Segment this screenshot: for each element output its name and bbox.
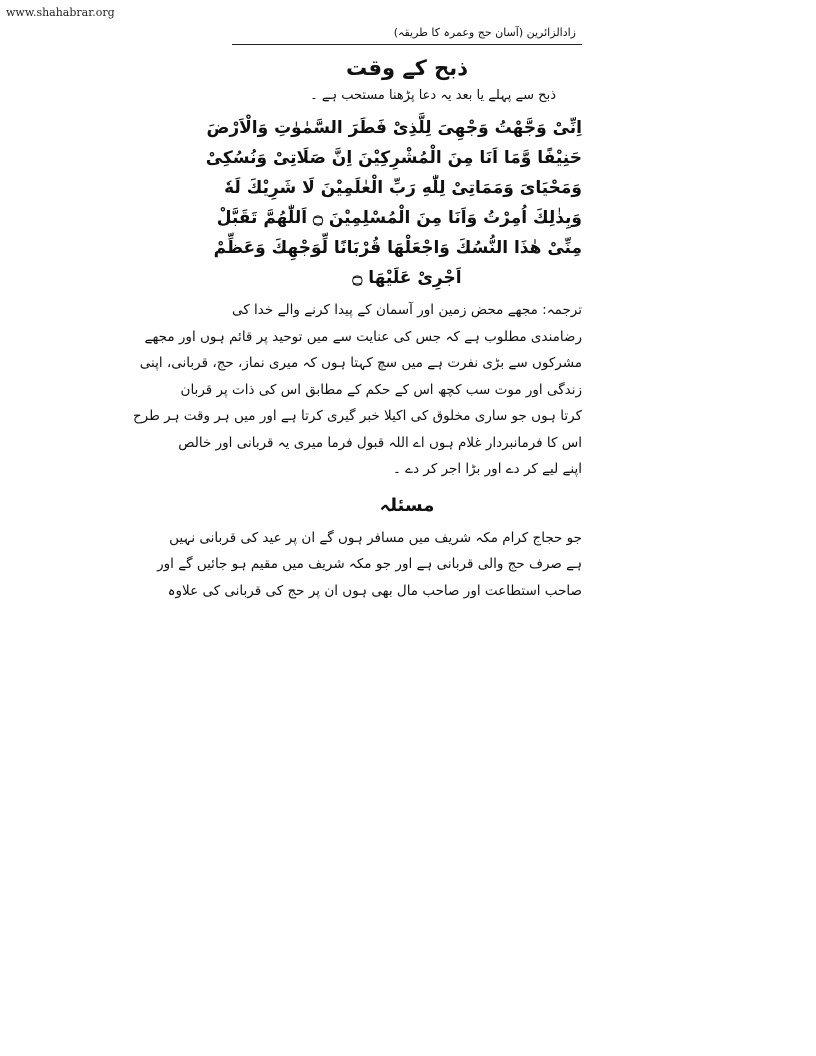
dua-line: اِنِّیْ وَجَّهْتُ وَجْهِیَ لِلَّذِیْ فَطَرَ السَّمٰوٰتِ وَالْاَرْضَ [206,118,582,138]
masala-line: صاحب استطاعت اور صاحب مال بھی ہوں ان پر حج کی قربانی کی علاوہ [167,582,582,599]
dua-line: حَنِیْفًا وَّمَا اَنَا مِنَ الْمُشْرِكِیْنَ اِنَّ صَلَاتِیْ وَنُسُكِیْ [205,148,582,168]
dua-line: اَجْرِیْ عَلَیْهَا ۝ [352,268,462,288]
translation-line: کرتا ہوں جو ساری مخلوق کی اکیلا خبر گیری کرتا ہے اور میں ہر وقت ہر طرح [132,408,582,424]
masala-heading: مسئلہ [379,494,435,516]
dua-line: وَمَحْیَایَ وَمَمَاتِیْ لِلّٰهِ رَبِّ الْعٰلَمِیْنَ لَا شَرِیْكَ لَهٗ [224,178,582,198]
translation-line: مشرکوں سے بڑی نفرت ہے میں سچ کہتا ہوں کہ میری نماز، حج، قربانی، اپنی [139,355,582,371]
translation-line: اس کا فرمانبردار غلام ہوں اے اللہ قبول فرما میری یہ قربانی اور خالص [178,434,582,451]
site-url: www.shahabrar.org [6,6,115,19]
masala-line: ہے صرف حج والی قربانی ہے اور جو مکہ شریف میں مقیم ہو جائیں گے اور [157,556,582,572]
dua-line: وَبِذٰلِكَ اُمِرْتُ وَاَنَا مِنَ الْمُسْلِمِیْنَ ۝ اَللّٰهُمَّ تَقَبَّلْ [216,208,582,228]
running-header: زادالزائرین (آسان حج وعمرہ کا طریقہ) [232,22,582,45]
dua-line: مِنِّیْ هٰذَا النُّسُكَ وَاجْعَلْهَا قُرْبَانًا لِّوَجْهِكَ وَعَظِّمْ [213,238,582,258]
intro-line: ذبح سے پہلے یا بعد یہ دعا پڑھنا مستحب ہے ۔ [310,88,556,103]
masala-block [157,525,582,605]
translation-block [132,297,582,483]
translation-line: زندگی اور موت سب کچھ اس کے حکم کے مطابق اس کی ذات پر قربان [180,381,582,398]
masala-line: جو حجاج کرام مکہ شریف میں مسافر ہوں گے ان پر عید کی قربانی نہیں [169,529,582,546]
section-heading: ذبح کے وقت [346,56,468,80]
translation-line: اپنے لیے کر دے اور بڑا اجر کر دے ۔ [392,461,582,477]
book-page [132,22,582,604]
translation-line: ترجمہ: مجھے محض زمین اور آسمان کے پیدا کرنے والے خدا کی [232,302,582,318]
translation-line: رضامندی مطلوب ہے کہ جس کی عنایت سے میں توحید پر قائم ہوں اور مجھے [144,328,582,345]
dua-block [205,113,582,293]
